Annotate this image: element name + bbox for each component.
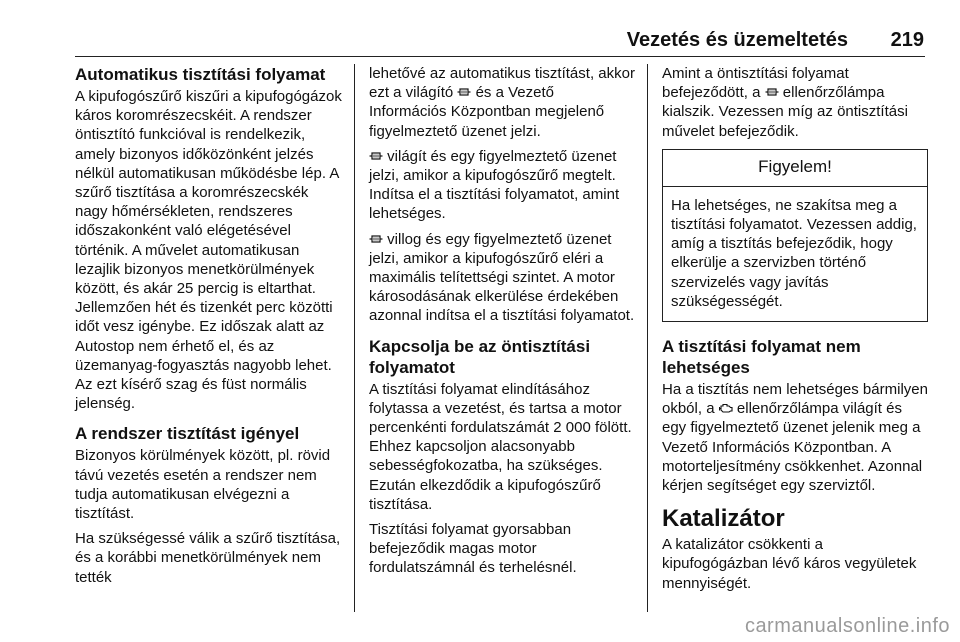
paragraph bbox=[662, 380, 928, 495]
text: lehetővé az automatikus tisztítást, akkor ezt a világító bbox=[369, 65, 635, 102]
page-number: 219 bbox=[890, 29, 924, 51]
warning-text: Ha lehetséges, ne szakítsa meg a tisztítási folyamatot. Vezessen addig, amíg a tisztítás befejeződik, hogy elkerülje a szervizben történő szervizelés vagy javítás szükségességét. bbox=[671, 196, 917, 310]
exhaust-filter-icon bbox=[457, 85, 471, 99]
paragraph: A kipufogószűrő kiszűri a kipufogógázok káros koromrészecskéit. A rendszer öntisztító funkcióval is rendelkezik, amely bizonyos időközönként jelzés nélkül automatikusan működésbe lép. A szűrő tisztítása a koromrészecskék nagy hőmérsékleten, rendszeres időszakonként való elégetésével történik. A művelet automatikusan lezajlik bizonyos menetkörülmények között, és akár 25 percig is eltarthat. Jellemzően hét és tizenkét perc közötti időt vesz igénybe. Ez időszak alatt az Autostop nem érhető el, és az üzemanyag-fogyasztás nagyobb lehet. Az ezt kísérő szag és füst normális jelenség. bbox=[75, 88, 342, 413]
header-rule bbox=[75, 56, 925, 57]
paragraph bbox=[369, 147, 635, 224]
text: Amint a öntisztítási folyamat befejeződött, a bbox=[662, 65, 849, 102]
text: Ha a tisztítás nem lehetséges bármilyen okból, a bbox=[662, 381, 928, 418]
engine-check-icon bbox=[719, 401, 733, 415]
warning-title: Figyelem! bbox=[663, 150, 927, 187]
paragraph: Tisztítási folyamat gyorsabban befejeződik magas motor fordulatszámnál és terhelésnél. bbox=[369, 521, 577, 577]
text: és a Vezető Információs Központban megjelenő figyelmeztető üzenet jelzi. bbox=[369, 84, 605, 140]
column-2 bbox=[369, 64, 635, 584]
heading-catalyst: Katalizátor bbox=[662, 505, 785, 533]
column-1 bbox=[75, 64, 343, 593]
column-divider bbox=[647, 64, 648, 612]
text: ellenőrzőlámpa világít és egy figyelmeztető üzenet jelenik meg a Vezető Információs Központban. A motorteljesítmény csökkenhet. Azonnal kérjen segítséget egy szerviztől. bbox=[662, 400, 923, 495]
text: villog és egy figyelmeztető üzenet jelzi, amikor a kipufogószűrő eléri a maximális telítettségi szintet. A motor károsodásának elkerülése érdekében azonnal indítsa el a tisztítási folyamatot. bbox=[369, 230, 635, 325]
exhaust-filter-icon bbox=[369, 232, 383, 246]
paragraph: A katalizátor csökkenti a kipufogógázban lévő káros vegyületek mennyiségét. bbox=[662, 536, 917, 592]
heading-automatic-cleaning: Automatikus tisztítási folyamat bbox=[75, 65, 326, 84]
exhaust-filter-icon bbox=[765, 85, 779, 99]
heading-cleaning-not-possible: A tisztítási folyamat nem lehetséges bbox=[662, 337, 861, 378]
text: világít és egy figyelmeztető üzenet jelzi, amikor a kipufogószűrő megtelt. Indítsa el a tisztítási folyamatot, amint lehetséges. bbox=[369, 147, 620, 223]
paragraph: Bizonyos körülmények között, pl. rövid távú vezetés esetén a rendszer nem tudja automatikusan elvégezni a tisztítást. bbox=[75, 447, 331, 523]
paragraph bbox=[369, 230, 635, 326]
text: ellenőrzőlámpa kialszik. Vezessen míg az öntisztítási művelet befejeződik. bbox=[662, 84, 908, 140]
heading-cleaning-required: A rendszer tisztítást igényel bbox=[75, 424, 300, 444]
exhaust-filter-icon bbox=[369, 149, 383, 163]
paragraph: Ha szükségessé válik a szűrő tisztítása, és a korábbi menetkörülmények nem tették bbox=[75, 530, 341, 586]
paragraph bbox=[662, 64, 928, 141]
page-header bbox=[0, 0, 960, 58]
paragraph: A tisztítási folyamat elindításához folytassa a vezetést, és tartsa a motor percenkénti fordulatszámát 2 000 fölött. Ehhez kapcsoljon alacsonyabb sebességfokozatba, ha szükséges. Ezután elkezdődik a kipufogószűrő tisztítása. bbox=[369, 380, 632, 513]
heading-start-cleaning: Kapcsolja be az öntisztítási folyamatot bbox=[369, 336, 591, 377]
running-title: Vezetés és üzemeltetés bbox=[626, 29, 848, 51]
column-3 bbox=[662, 64, 928, 599]
column-divider bbox=[354, 64, 355, 612]
paragraph bbox=[369, 64, 635, 141]
watermark: carmanualsonline.info bbox=[744, 615, 950, 637]
warning-box bbox=[662, 149, 928, 322]
